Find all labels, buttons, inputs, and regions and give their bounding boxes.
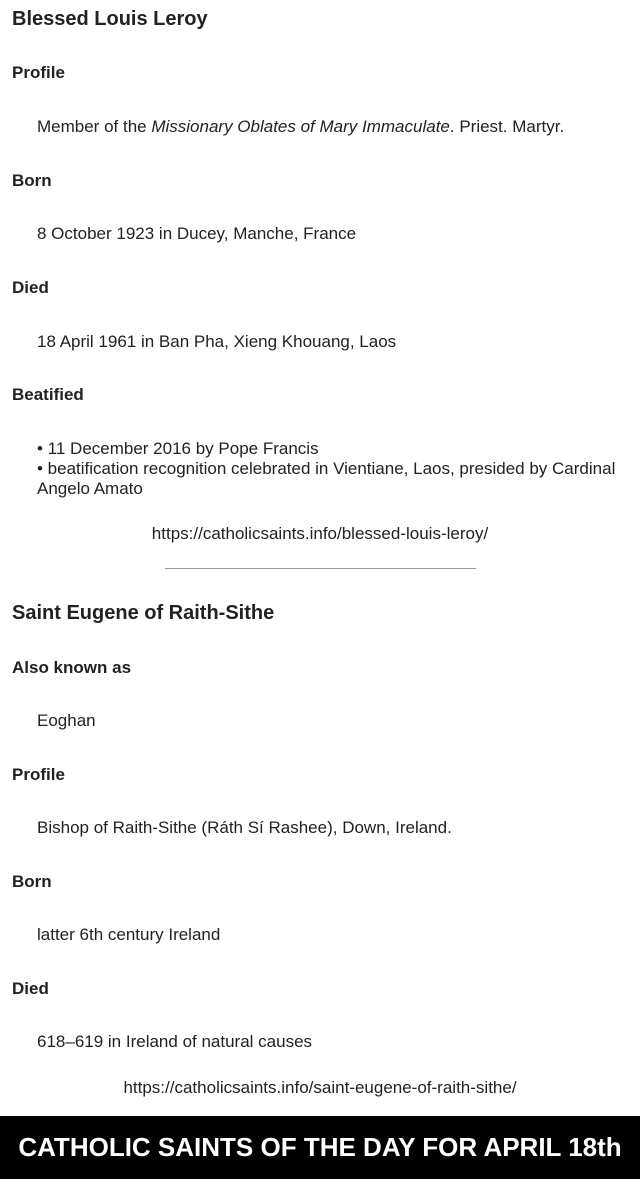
saint1-died-text: 18 April 1961 in Ban Pha, Xieng Khouang, Laos <box>37 332 397 351</box>
saint1-born-heading: Born <box>12 171 52 190</box>
saint2-profile-text: Bishop of Raith-Sithe (Ráth Sí Rashee), Down, Ireland. <box>37 818 452 837</box>
saint2-aka-text: Eoghan <box>37 711 96 730</box>
saint2-title: Saint Eugene of Raith-Sithe <box>12 602 275 624</box>
saint1-beatified-heading: Beatified <box>12 385 84 404</box>
saint2-aka-heading: Also known as <box>12 658 132 677</box>
saint2-profile-heading: Profile <box>12 765 65 784</box>
saint1-profile-order: Missionary Oblates of Mary Immaculate <box>151 117 450 136</box>
saint1-source-link[interactable]: https://catholicsaints.info/blessed-louis-leroy/ <box>151 524 489 543</box>
saint2-died-heading: Died <box>12 979 49 998</box>
saint2-source-link[interactable]: https://catholicsaints.info/saint-eugene-of-raith-sithe/ <box>123 1078 517 1097</box>
saint2-born-text: latter 6th century Ireland <box>37 925 221 944</box>
saint1-profile-heading: Profile <box>12 63 65 82</box>
saint2-died-text: 618–619 in Ireland of natural causes <box>37 1032 313 1051</box>
saint1-beatified-item: • beatification recognition celebrated in Vientiane, Laos, presided by Cardinal Angelo Amato <box>37 459 616 498</box>
saint1-profile-suffix: . Priest. Martyr. <box>449 117 565 136</box>
saint1-profile-text <box>37 117 564 137</box>
saint1-title: Blessed Louis Leroy <box>12 8 208 30</box>
saint1-born-text: 8 October 1923 in Ducey, Manche, France <box>37 224 357 243</box>
section-divider <box>165 568 476 569</box>
saint1-profile-prefix: Member of the <box>37 117 152 136</box>
footer-banner: CATHOLIC SAINTS OF THE DAY FOR APRIL 18th <box>0 1116 640 1179</box>
saint1-beatified-item: • 11 December 2016 by Pope Francis <box>37 439 319 458</box>
saint2-born-heading: Born <box>12 872 52 891</box>
saint1-died-heading: Died <box>12 278 49 297</box>
